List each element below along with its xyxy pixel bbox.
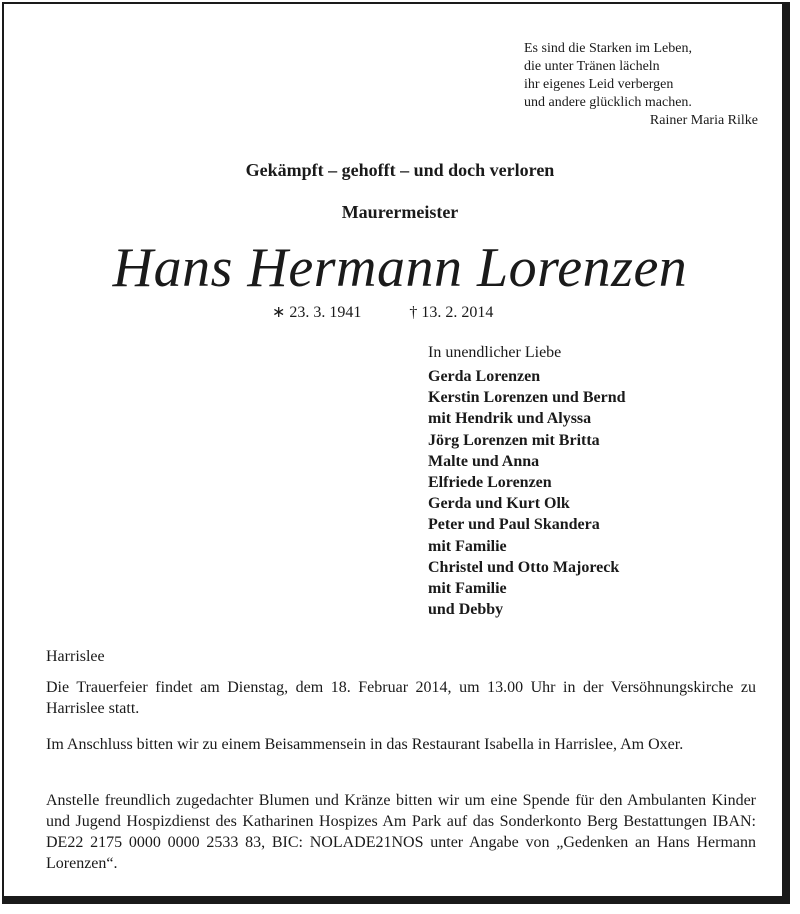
mourner: Christel und Otto Majoreck (428, 558, 620, 576)
mourner: Peter und Paul Skandera (428, 516, 600, 534)
notice-border (2, 2, 790, 904)
place: Harrislee (46, 648, 105, 665)
mourners-list (428, 342, 626, 620)
mourner: Jörg Lorenzen mit Britta (428, 431, 600, 449)
birth-date: ∗ 23. 3. 1941 (272, 304, 362, 321)
mourner: Kerstin Lorenzen und Bernd (428, 389, 626, 407)
funeral-info: Die Trauerfeier findet am Dienstag, dem 18. Februar 2014, um 13.00 Uhr in der Versöhnungskirche zu Harrislee statt. (46, 679, 756, 717)
mourners-intro: In unendlicher Liebe (428, 344, 562, 361)
motto: Gekämpft – gehofft – und doch verloren (245, 160, 555, 180)
mourner: Gerda Lorenzen (428, 368, 541, 385)
mourner: mit Familie (428, 537, 507, 555)
rilke-quote (524, 40, 760, 130)
profession: Maurermeister (341, 202, 459, 222)
quote-author: Rainer Maria Rilke (649, 113, 758, 128)
reception-info: Im Anschluss bitten wir zu einem Beisammensein in das Restaurant Isabella in Harrislee, Am Oxer. (46, 736, 684, 753)
quote-line: ihr eigenes Leid verbergen (524, 77, 674, 92)
deceased-name: Hans Hermann Lorenzen (112, 237, 688, 299)
mourner: Elfriede Lorenzen (428, 474, 552, 492)
mourner: und Debby (428, 601, 504, 619)
mourner: Gerda und Kurt Olk (428, 495, 570, 513)
mourner: Malte und Anna (428, 452, 540, 470)
donation-info: Anstelle freundlich zugedachter Blumen und Kränze bitten wir um eine Spende für den Ambulanten Kinder und Jugend Hospizdienst des Katharinen Hospizes Am Park auf das Sonderkonto Berg Bestattungen IBAN: DE22 2175 0000 0000 2533 83, BIC: NOLADE21NOS unter Angabe von „Gedenken an Hans Hermann Lorenzen“. (46, 792, 756, 872)
life-dates (272, 302, 493, 322)
quote-line: Es sind die Starken im Leben, (524, 41, 692, 56)
death-date: † 13. 2. 2014 (409, 304, 494, 321)
mourner: mit Hendrik und Alyssa (428, 410, 592, 428)
mourner: mit Familie (428, 580, 507, 598)
quote-line: die unter Tränen lächeln (524, 59, 660, 74)
quote-line: und andere glücklich machen. (524, 95, 692, 110)
